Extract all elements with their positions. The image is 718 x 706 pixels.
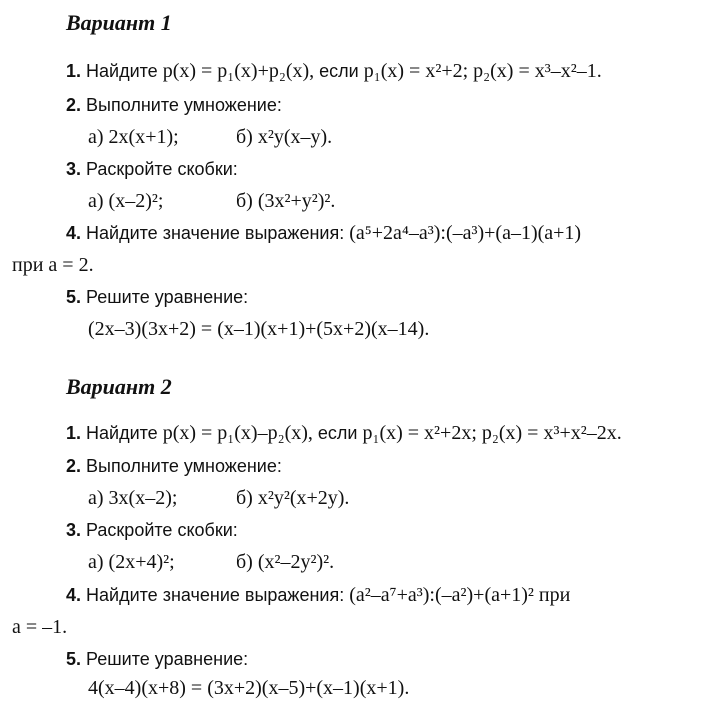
task-text: Решите уравнение:: [86, 287, 249, 307]
v2-task-3a: [88, 551, 175, 574]
item-label: б): [236, 487, 253, 509]
task-word: если: [319, 61, 359, 81]
task-text: Раскройте скобки:: [86, 159, 238, 179]
v1-task-2a: [88, 126, 179, 149]
v2-task-5-equation: [88, 677, 409, 700]
v2-task-3: [66, 519, 238, 542]
task-math: (a²–a⁷+a³):(–a²)+(a+1)²: [349, 584, 534, 606]
task-number: 5.: [66, 287, 82, 307]
equation: 4(x–4)(x+8) = (3x+2)(x–5)+(x–1)(x+1).: [88, 677, 410, 699]
task-word: при: [538, 584, 571, 606]
v2-task-5: [66, 648, 248, 671]
v1-task-4: [66, 222, 581, 245]
item-math: (x²–2y²)².: [257, 551, 335, 573]
item-label: б): [236, 551, 253, 573]
task-number: 4.: [66, 585, 82, 605]
item-math: 2x(x+1);: [108, 126, 179, 148]
task-math: p(x) = p₁(x)–p₂(x),: [162, 422, 313, 444]
item-math: (2x+4)²;: [108, 551, 175, 573]
task-text: Решите уравнение:: [86, 649, 249, 669]
task-math: p₁(x) = x²+2; p₂(x) = x³–x²–1.: [363, 60, 602, 82]
task-math: (a⁵+2a⁴–a³):(–a³)+(a–1)(a+1): [349, 222, 582, 244]
task-number: 4.: [66, 223, 82, 243]
task-number: 3.: [66, 520, 82, 540]
item-math: x²y(x–y).: [257, 126, 333, 148]
task-text: Найдите: [86, 61, 158, 81]
task-text: Найдите значение выражения:: [86, 585, 345, 605]
task-math: p₁(x) = x²+2x; p₂(x) = x³+x²–2x.: [362, 422, 622, 444]
v1-task-5-equation: [88, 318, 429, 341]
task-word: если: [317, 423, 358, 443]
v1-task-2: [66, 94, 282, 117]
task-math: a = 2.: [48, 254, 94, 276]
task-number: 5.: [66, 649, 82, 669]
v1-task-2b: [236, 126, 332, 149]
v1-task-1: [66, 60, 602, 83]
v2-task-1: [66, 422, 622, 445]
item-math: 3x(x–2);: [108, 487, 178, 509]
task-number: 1.: [66, 423, 82, 443]
item-label: б): [236, 126, 253, 148]
task-number: 3.: [66, 159, 82, 179]
task-text: Выполните умножение:: [86, 456, 282, 476]
item-label: а): [88, 487, 104, 509]
v1-task-4-cont: [12, 254, 94, 277]
v1-task-3a: [88, 190, 163, 213]
v2-task-4: [66, 584, 570, 607]
v2-task-4-cont: [12, 616, 67, 639]
task-number: 2.: [66, 95, 82, 115]
task-number: 1.: [66, 61, 82, 81]
v2-task-2a: [88, 487, 177, 510]
item-label: а): [88, 190, 104, 212]
v2-task-3b: [236, 551, 334, 574]
variant-1-title: Вариант 1: [66, 10, 172, 35]
task-text: Найдите: [86, 423, 158, 443]
task-math: p(x) = p₁(x)+p₂(x),: [162, 60, 315, 82]
task-word: при: [12, 254, 44, 276]
item-math: (3x²+y²)².: [257, 190, 336, 212]
v1-task-3b: [236, 190, 335, 213]
v2-task-2b: [236, 487, 349, 510]
v1-task-5: [66, 286, 248, 309]
item-math: x²y²(x+2y).: [257, 487, 350, 509]
task-number: 2.: [66, 456, 82, 476]
item-label: а): [88, 551, 104, 573]
equation: (2x–3)(3x+2) = (x–1)(x+1)+(5x+2)(x–14).: [88, 318, 430, 340]
task-text: Найдите значение выражения:: [86, 223, 345, 243]
item-math: (x–2)²;: [108, 190, 164, 212]
task-text: Выполните умножение:: [86, 95, 282, 115]
task-math: a = –1.: [12, 616, 68, 638]
item-label: а): [88, 126, 104, 148]
v2-task-2: [66, 455, 282, 478]
task-text: Раскройте скобки:: [86, 520, 238, 540]
item-label: б): [236, 190, 253, 212]
variant-2-title: Вариант 2: [66, 374, 172, 399]
v1-task-3: [66, 158, 238, 181]
